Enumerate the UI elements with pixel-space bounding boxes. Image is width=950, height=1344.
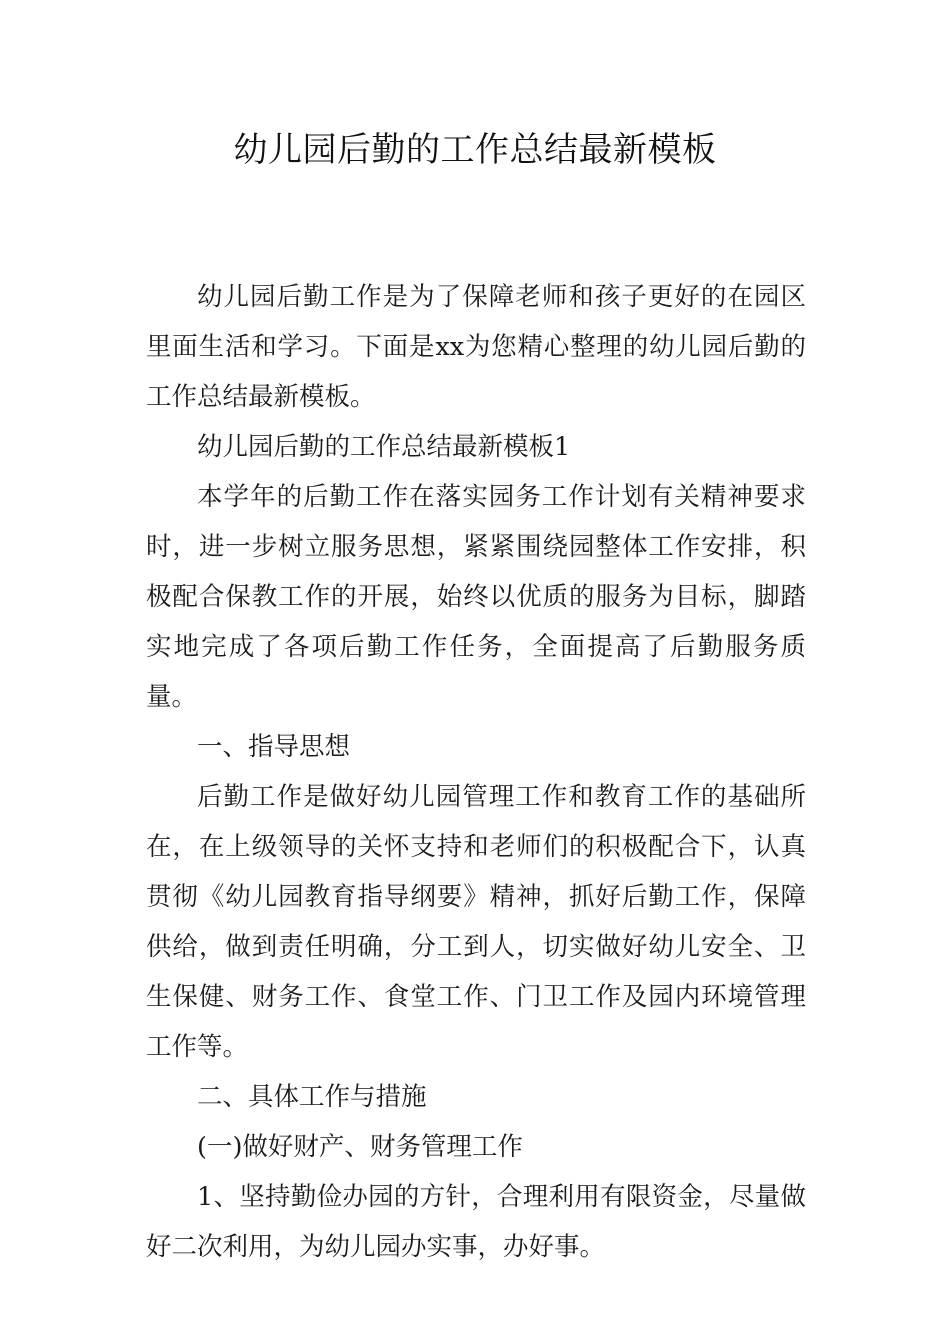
heading-specific-work: 二、具体工作与措施 (197, 1082, 427, 1112)
intro-paragraph: 幼儿园后勤工作是为了保障老师和孩子更好的在园区里面生活和学习。下面是xx为您精心整理的幼儿园后勤的工作总结最新模板。 (146, 282, 806, 412)
document-body (146, 272, 806, 1272)
subheading-finance-management: (一)做好财产、财务管理工作 (197, 1132, 523, 1162)
document-title: 幼儿园后勤的工作总结最新模板 (233, 130, 717, 170)
section-heading-template-1: 幼儿园后勤的工作总结最新模板1 (197, 432, 571, 462)
guiding-ideology-paragraph: 后勤工作是做好幼儿园管理工作和教育工作的基础所在，在上级领导的关怀支持和老师们的积极配合下，认真贯彻《幼儿园教育指导纲要》精神，抓好后勤工作，保障供给，做到责任明确，分工到人，切实做好幼儿安全、卫生保健、财务工作、食堂工作、门卫工作及园内环境管理工作等。 (146, 782, 806, 1062)
list-item-1: 1、坚持勤俭办园的方针，合理利用有限资金，尽量做好二次利用，为幼儿园办实事，办好事。 (146, 1182, 806, 1262)
heading-guiding-ideology: 一、指导思想 (197, 732, 351, 762)
summary-paragraph: 本学年的后勤工作在落实园务工作计划有关精神要求时，进一步树立服务思想，紧紧围绕园整体工作安排，积极配合保教工作的开展，始终以优质的服务为目标，脚踏实地完成了各项后勤工作任务，全面提高了后勤服务质量。 (146, 482, 806, 712)
